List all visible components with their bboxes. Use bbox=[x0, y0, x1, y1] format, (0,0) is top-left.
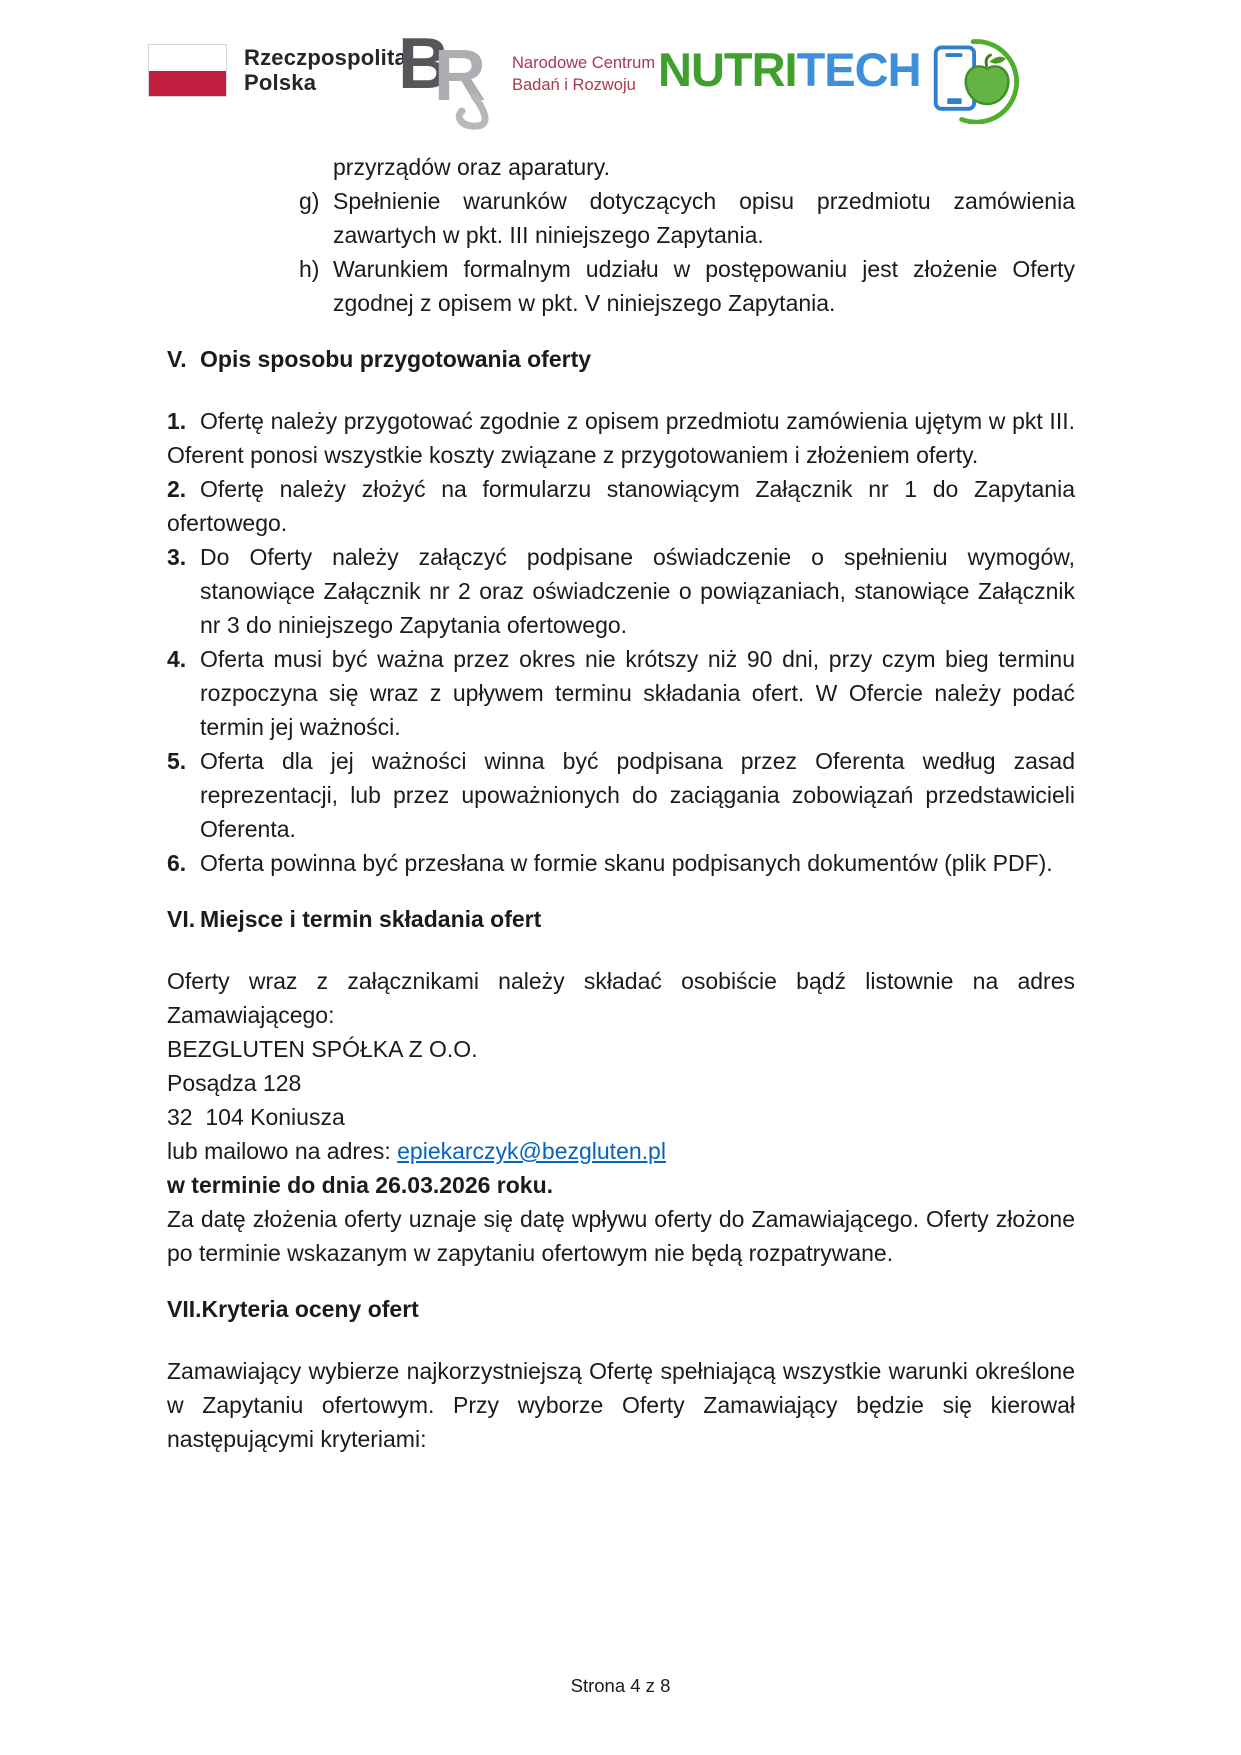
list-item-5 bbox=[167, 744, 1075, 846]
list-item-3-text: Do Oferty należy załączyć podpisane oświadczenie o spełnieniu wymogów, stanowiące Załącznik nr 2 oraz oświadczenie o powiązaniach, stanowiące Załącznik nr 3 do niniejszego Zapytania ofertowego. bbox=[200, 544, 1075, 638]
list-item-1 bbox=[167, 404, 1075, 472]
flag-white-stripe bbox=[149, 45, 226, 71]
lettered-item-h-text: Warunkiem formalnym udziału w postępowaniu jest złożenie Oferty zgodnej z opisem w pkt. V niniejszego Zapytania. bbox=[333, 256, 1075, 316]
nutritech-logo bbox=[658, 40, 1025, 124]
svg-text:B: B bbox=[398, 24, 450, 104]
list-item-5-text: Oferta dla jej ważności winna być podpisana przez Oferenta według zasad reprezentacji, lub przez upoważnionych do zaciągania zobowiązań przedstawicieli Oferenta. bbox=[200, 748, 1075, 842]
list-item-4-number: 4. bbox=[167, 646, 187, 672]
list-item-4 bbox=[167, 642, 1075, 744]
section-vii-title: Kryteria oceny ofert bbox=[201, 1296, 419, 1322]
ncbr-br-icon bbox=[396, 24, 508, 130]
lettered-item-g-label: g) bbox=[299, 188, 320, 214]
address-street: Posądza 128 bbox=[167, 1070, 302, 1096]
list-item-5-number: 5. bbox=[167, 748, 187, 774]
nutritech-nutri-text: NUTRI bbox=[658, 43, 797, 96]
nutritech-tech-text: TECH bbox=[796, 43, 921, 96]
submission-paragraph: Oferty wraz z załącznikami należy składać osobiście bądź listownie na adres Zamawiającego: bbox=[167, 968, 1075, 1028]
section-v-number: V. bbox=[167, 346, 187, 372]
ncbr-logo-line1: Narodowe Centrum bbox=[512, 54, 656, 72]
flag-red-stripe bbox=[149, 71, 226, 97]
address-city: 32 104 Koniusza bbox=[167, 1104, 345, 1130]
section-vi-number: VI. bbox=[167, 906, 196, 932]
email-line bbox=[167, 1134, 1075, 1168]
section-vi-heading bbox=[167, 902, 1075, 936]
poland-flag-icon bbox=[148, 44, 227, 97]
document-body bbox=[167, 150, 1075, 1456]
list-item-6-text: Oferta powinna być przesłana w formie skanu podpisanych dokumentów (plik PDF). bbox=[200, 850, 1053, 876]
list-item-2-text: Ofertę należy złożyć na formularzu stanowiącym Załącznik nr 1 do Zapytania ofertowego. bbox=[167, 476, 1075, 536]
ncbr-logo-text bbox=[512, 52, 655, 130]
ncbr-logo-line2: Badań i Rozwoju bbox=[512, 76, 636, 94]
poland-logo-text bbox=[244, 44, 407, 97]
poland-logo-line2: Polska bbox=[244, 70, 317, 95]
lettered-item-g bbox=[299, 184, 1075, 252]
address-company: BEZGLUTEN SPÓŁKA Z O.O. bbox=[167, 1036, 478, 1062]
page-number-label: Strona 4 z 8 bbox=[570, 1675, 671, 1696]
list-item-1-number: 1. bbox=[167, 408, 187, 434]
poland-logo bbox=[148, 44, 407, 97]
deadline-line: w terminie do dnia 26.03.2026 roku. bbox=[167, 1172, 554, 1198]
list-item-6-number: 6. bbox=[167, 850, 187, 876]
section-v-title: Opis sposobu przygotowania oferty bbox=[200, 346, 592, 372]
section-vi-title: Miejsce i termin składania ofert bbox=[200, 906, 542, 932]
list-item-6 bbox=[167, 846, 1075, 880]
intro-continuation-line: przyrządów oraz aparatury. bbox=[333, 154, 610, 180]
lettered-item-h-label: h) bbox=[299, 256, 320, 282]
nutritech-phone-apple-icon bbox=[929, 38, 1025, 124]
section-v-heading bbox=[167, 342, 1075, 376]
list-item-2-number: 2. bbox=[167, 476, 187, 502]
ncbr-logo bbox=[396, 24, 655, 130]
section-vii-number: VII. bbox=[167, 1296, 202, 1322]
email-link[interactable]: epiekarczyk@bezgluten.pl bbox=[397, 1138, 666, 1164]
email-line-prefix: lub mailowo na adres: bbox=[167, 1138, 398, 1164]
list-item-2 bbox=[167, 472, 1075, 540]
list-item-3-number: 3. bbox=[167, 544, 187, 570]
section-vii-heading bbox=[167, 1292, 1075, 1326]
list-item-1-text: Ofertę należy przygotować zgodnie z opisem przedmiotu zamówienia ujętym w pkt III. Oferent ponosi wszystkie koszty związane z przygotowaniem i złożeniem oferty. bbox=[167, 408, 1075, 468]
svg-text:R: R bbox=[434, 36, 486, 116]
list-item-4-text: Oferta musi być ważna przez okres nie krótszy niż 90 dni, przy czym bieg terminu rozpoczyna się wraz z upływem terminu składania ofert. W Ofercie należy podać termin jej ważności. bbox=[200, 646, 1075, 740]
criteria-paragraph: Zamawiający wybierze najkorzystniejszą Ofertę spełniającą wszystkie warunki określone w Zapytaniu ofertowym. Przy wyborze Oferty Zamawiający będzie się kierował następującymi kryteriami: bbox=[167, 1358, 1075, 1452]
lettered-item-g-text: Spełnienie warunków dotyczących opisu przedmiotu zamówienia zawartych w pkt. III niniejszego Zapytania. bbox=[333, 188, 1075, 248]
page-footer bbox=[0, 1675, 1241, 1697]
document-header bbox=[0, 0, 1241, 132]
poland-logo-line1: Rzeczpospolita bbox=[244, 45, 407, 70]
list-item-3 bbox=[167, 540, 1075, 642]
lettered-item-h bbox=[299, 252, 1075, 320]
late-offers-paragraph: Za datę złożenia oferty uznaje się datę wpływu oferty do Zamawiającego. Oferty złożone po terminie wskazanym w zapytaniu ofertowym nie będą rozpatrywane. bbox=[167, 1206, 1075, 1266]
nutritech-logo-text bbox=[658, 40, 921, 96]
